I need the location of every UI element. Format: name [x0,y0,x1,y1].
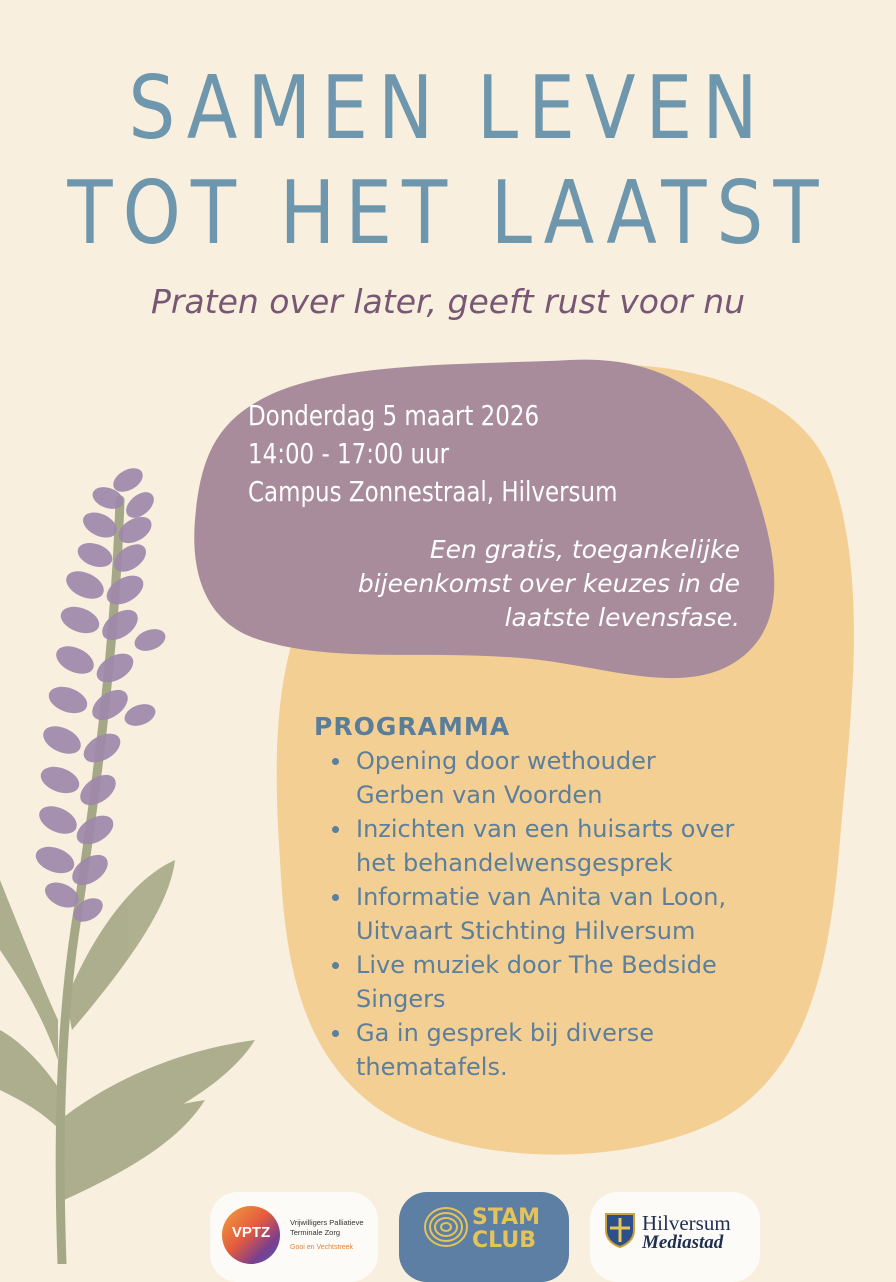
lavender-blossoms [32,463,168,926]
event-time: 14:00 - 17:00 uur [248,437,450,470]
program-item-line: Uitvaart Stichting Hilversum [356,917,696,945]
program-item [330,948,820,1016]
event-details [248,397,642,511]
program-item-line: Inzichten van een huisarts over [356,815,735,843]
program-item [330,1016,820,1084]
hilversum-tagline: Mediastad [642,1232,724,1253]
program-item [330,812,820,880]
program-item [330,880,820,948]
subtitle: Praten over later, geeft rust voor nu [150,282,746,321]
program-list [330,744,820,1084]
stamclub-line: STAM [472,1205,541,1230]
stamclub-logo [399,1192,569,1282]
vptz-mark-text: VPTZ [231,1224,271,1241]
vptz-logo [210,1192,378,1282]
vptz-name: Vrijwilligers Palliatieve Terminale Zorg [290,1218,364,1237]
program-item-line: thematafels. [356,1053,508,1081]
description-line: bijeenkomst over keuzes in de [357,569,740,598]
lavender-leaves [0,860,255,1200]
program-item-line: Live muziek door The Bedside [356,951,717,979]
hilversum-shield-icon [604,1212,636,1248]
event-description [200,533,740,635]
program-item-line: het behandelwensgesprek [356,849,673,877]
program-item-line: Opening door wethouder [356,747,656,775]
program-item-line: Ga in gesprek bij diverse [356,1019,655,1047]
stamclub-wordmark [472,1206,540,1252]
program-item-line: Gerben van Voorden [356,781,603,809]
description-line: laatste levensfase. [504,603,740,632]
event-location: Campus Zonnestraal, Hilversum [248,475,618,508]
title-line-1: SAMEN LEVEN [128,57,768,160]
hilversum-name: Hilversum [642,1211,731,1235]
event-date: Donderdag 5 maart 2026 [248,399,540,432]
program-item-line: Singers [356,985,446,1013]
stamclub-rings-icon [423,1204,469,1250]
description-line: Een gratis, toegankelijke [429,535,740,564]
stamclub-line: CLUB [472,1228,537,1253]
title-line-2: TOT HET LAATST [67,162,829,265]
program-item [330,744,820,812]
hilversum-logo [590,1192,760,1282]
program-item-line: Informatie van Anita van Loon, [356,883,727,911]
program-heading: PROGRAMMA [314,712,511,741]
vptz-region: Gooi en Vechtstreek [290,1244,354,1251]
